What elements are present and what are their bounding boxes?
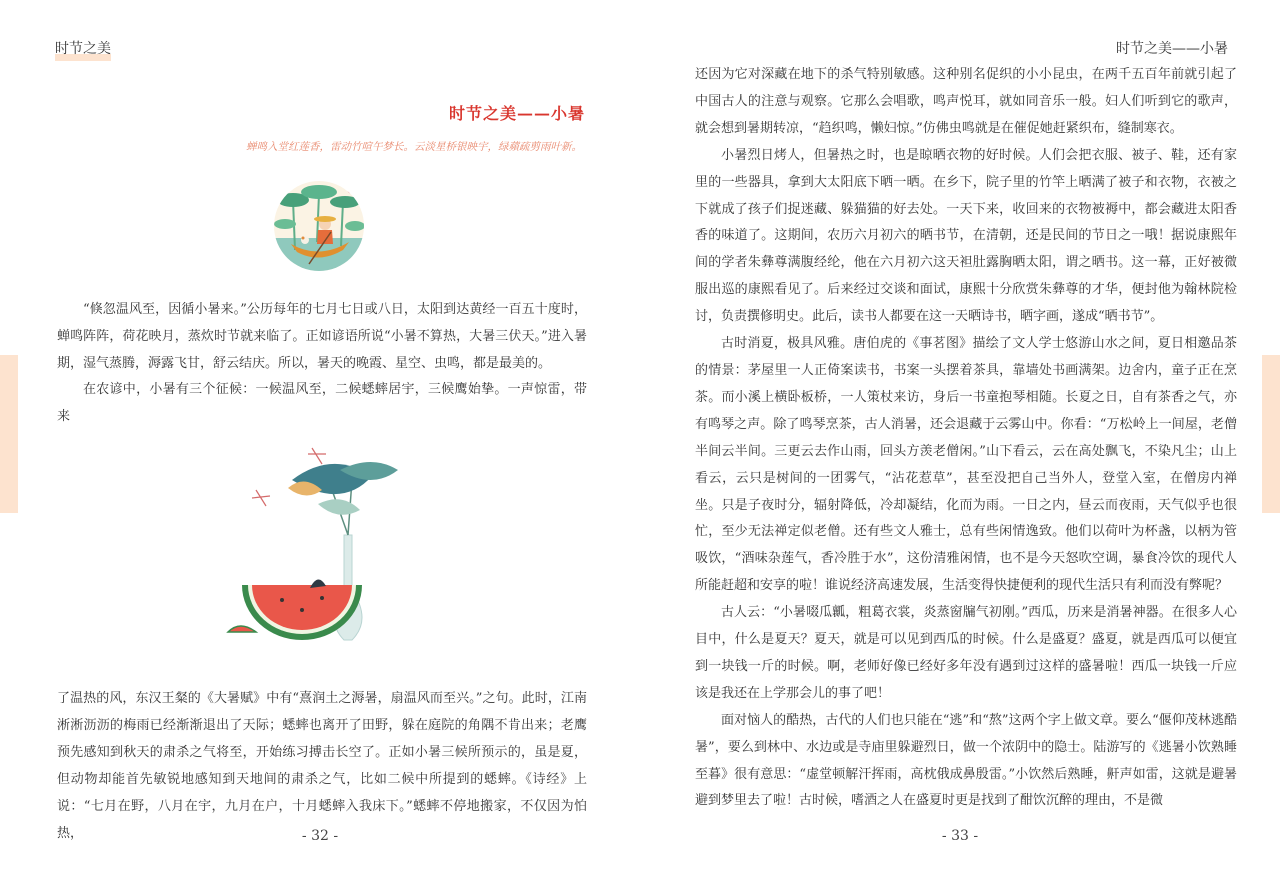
lotus-girl-boat-illustration [273,180,365,272]
right-page [640,0,1280,869]
side-tab-left [0,355,18,513]
page-number-right: - 33 - [941,828,979,844]
watermelon-vase-dragonfly-illustration [222,440,412,650]
right-paragraph-1: 还因为它对深藏在地下的杀气特别敏感。这种别名促织的小小昆虫，在两千五百年前就引起了中国古人的注意与观察。它那么会唱歌，鸣声悦耳，就如同音乐一般。妇人们听到它的歌声，就会想到暑期转凉，“趋织鸣，懒妇惊。”仿佛虫鸣就是在催促她赶紧织布，缝制寒衣。 [695,67,1237,136]
side-tab-right [1262,355,1280,513]
right-paragraph-5: 面对恼人的酷热，古代的人们也只能在“逃”和“熬”这两个字上做文章。要么“偃仰茂林逃酷暑”，要么到林中、水边或是寺庙里躲避烈日，做一个浓阴中的隐士。陆游写的《逃暑小饮熟睡至暮》很有意思：“虚堂顿解汗挥雨，高枕俄成鼻殷雷。”小饮然后熟睡，鼾声如雷，这就是避暑避到梦里去了啦！古时候，嗜酒之人在盛夏时更是找到了酣饮沉醉的理由，不是微 [695,712,1237,809]
paragraph-3: 了温热的风，东汉王粲的《大暑赋》中有“熹润土之溽暑，扇温风而至兴。”之句。此时，江南淅淅沥沥的梅雨已经渐渐退出了天际；蟋蟀也离开了田野，躲在庭院的角隅不肯出来；老鹰预先感知到秋天的肃杀之气将至，开始练习搏击长空了。正如小暑三候所预示的，虽是夏，但动物却能首先敏锐地感知到天地间的肃杀之气，比如二候中所提到的蟋蟀。《诗经》上说：“七月在野，八月在宇，九月在户，十月蟋蟀入我床下。”蟋蟀不停地搬家，不仅因为怕热， [57,691,587,841]
paragraph-2: 在农谚中，小暑有三个征候：一候温风至，二候蟋蟀居宇，三候鹰始挚。一声惊雷，带来 [57,382,587,424]
article-subtitle: 蝉鸣入堂红莲香，雷动竹喧午梦长。云淡星桥银映宇，绿蘋疏剪雨叶新。 [246,141,582,153]
watermelon-vase-icon [222,440,412,650]
page-number-left: - 32 - [301,828,339,844]
right-paragraph-4: 古人云：“小暑啜瓜瓤，粗葛衣裳，炎蒸窗牖气初刚。”西瓜，历来是消暑神器。在很多人心目中，什么是夏天？夏天，就是可以见到西瓜的时候。什么是盛夏？盛夏，就是西瓜可以便宜到一块钱一斤的时候。啊，老师好像已经好多年没有遇到过这样的盛暑啦！西瓜一块钱一斤应该是我还在上学那会儿的事了吧！ [695,605,1237,701]
paragraph-1: “倏忽温风至，因循小暑来。”公历每年的七月七日或八日，太阳到达黄经一百五十度时，蝉鸣阵阵，荷花映月，蒸炊时节就来临了。正如谚语所说“小暑不算热，大暑三伏天。”进入暑期，湿气蒸腾，溽露飞甘，舒云结庆。所以，暑天的晚霞、星空、虫鸣，都是最美的。 [57,302,587,371]
right-paragraph-3: 古时消夏，极具风雅。唐伯虎的《事茗图》描绘了文人学士悠游山水之间，夏日相邀品茶的情景：茅屋里一人正倚案读书，书案一头摆着茶具，靠墙处书画满架。边舍内，童子正在烹茶。而小溪上横卧板桥，一人策杖来访，身后一书童抱琴相随。长夏之日，自有茶香之气，亦有鸣琴之声。除了鸣琴烹茶，古人消暑，还会退藏于云雾山中。你看：“万松岭上一间屋，老僧半间云半间。三更云去作山雨，回头方羡老僧闲。”山下看云，云在高处飘飞，不染凡尘；山上看云，云只是树间的一团雾气，“沾花惹草”，甚至没把自己当外人，登堂入室，在僧房内禅坐。只是子夜时分，辐射降低，冷却凝结，化而为雨。一日之内，昼云而夜雨，天气似乎也很忙，至少无法禅定似老僧。还有些文人雅士，总有些闲情逸致。他们以荷叶为杯盏，以柄为管吸饮，“酒味杂莲气，香冷胜于水”，这份清雅闲情，也不是今天怒吹空调，暴食冷饮的现代人所能赶超和安享的啦！谁说经济高速发展，生活变得快捷便利的现代生活只有利而没有弊呢？ [695,336,1237,594]
right-text-column [695,62,1237,815]
running-header-right: 时节之美——小暑 [1116,41,1228,57]
running-header-left: 时节之美 [55,38,111,61]
article-title: 时节之美——小暑 [448,104,585,123]
right-paragraph-2: 小暑烈日烤人，但暑热之时，也是晾晒衣物的好时候。人们会把衣服、被子、鞋，还有家里的一些器具，拿到大太阳底下晒一晒。在乡下，院子里的竹竿上晒满了被子和衣物，衣被之下就成了孩子们捉迷藏、躲猫猫的好去处。一天下来，收回来的衣物被褥中，都会藏进太阳香香的味道了。这期间，农历六月初六的晒书节，在清朝，还是民间的节日之一哦！据说康熙年间的学者朱彝尊满腹经纶，他在六月初六这天袒肚露胸晒太阳，谓之晒书。这一幕，正好被微服出巡的康熙看见了。后来经过交谈和面试，康熙十分欣赏朱彝尊的才华，便封他为翰林院检讨，负责撰修明史。此后，读书人都要在这一天晒诗书，晒字画，遂成“晒书节”。 [695,147,1237,325]
lotus-girl-boat-icon [273,180,365,272]
